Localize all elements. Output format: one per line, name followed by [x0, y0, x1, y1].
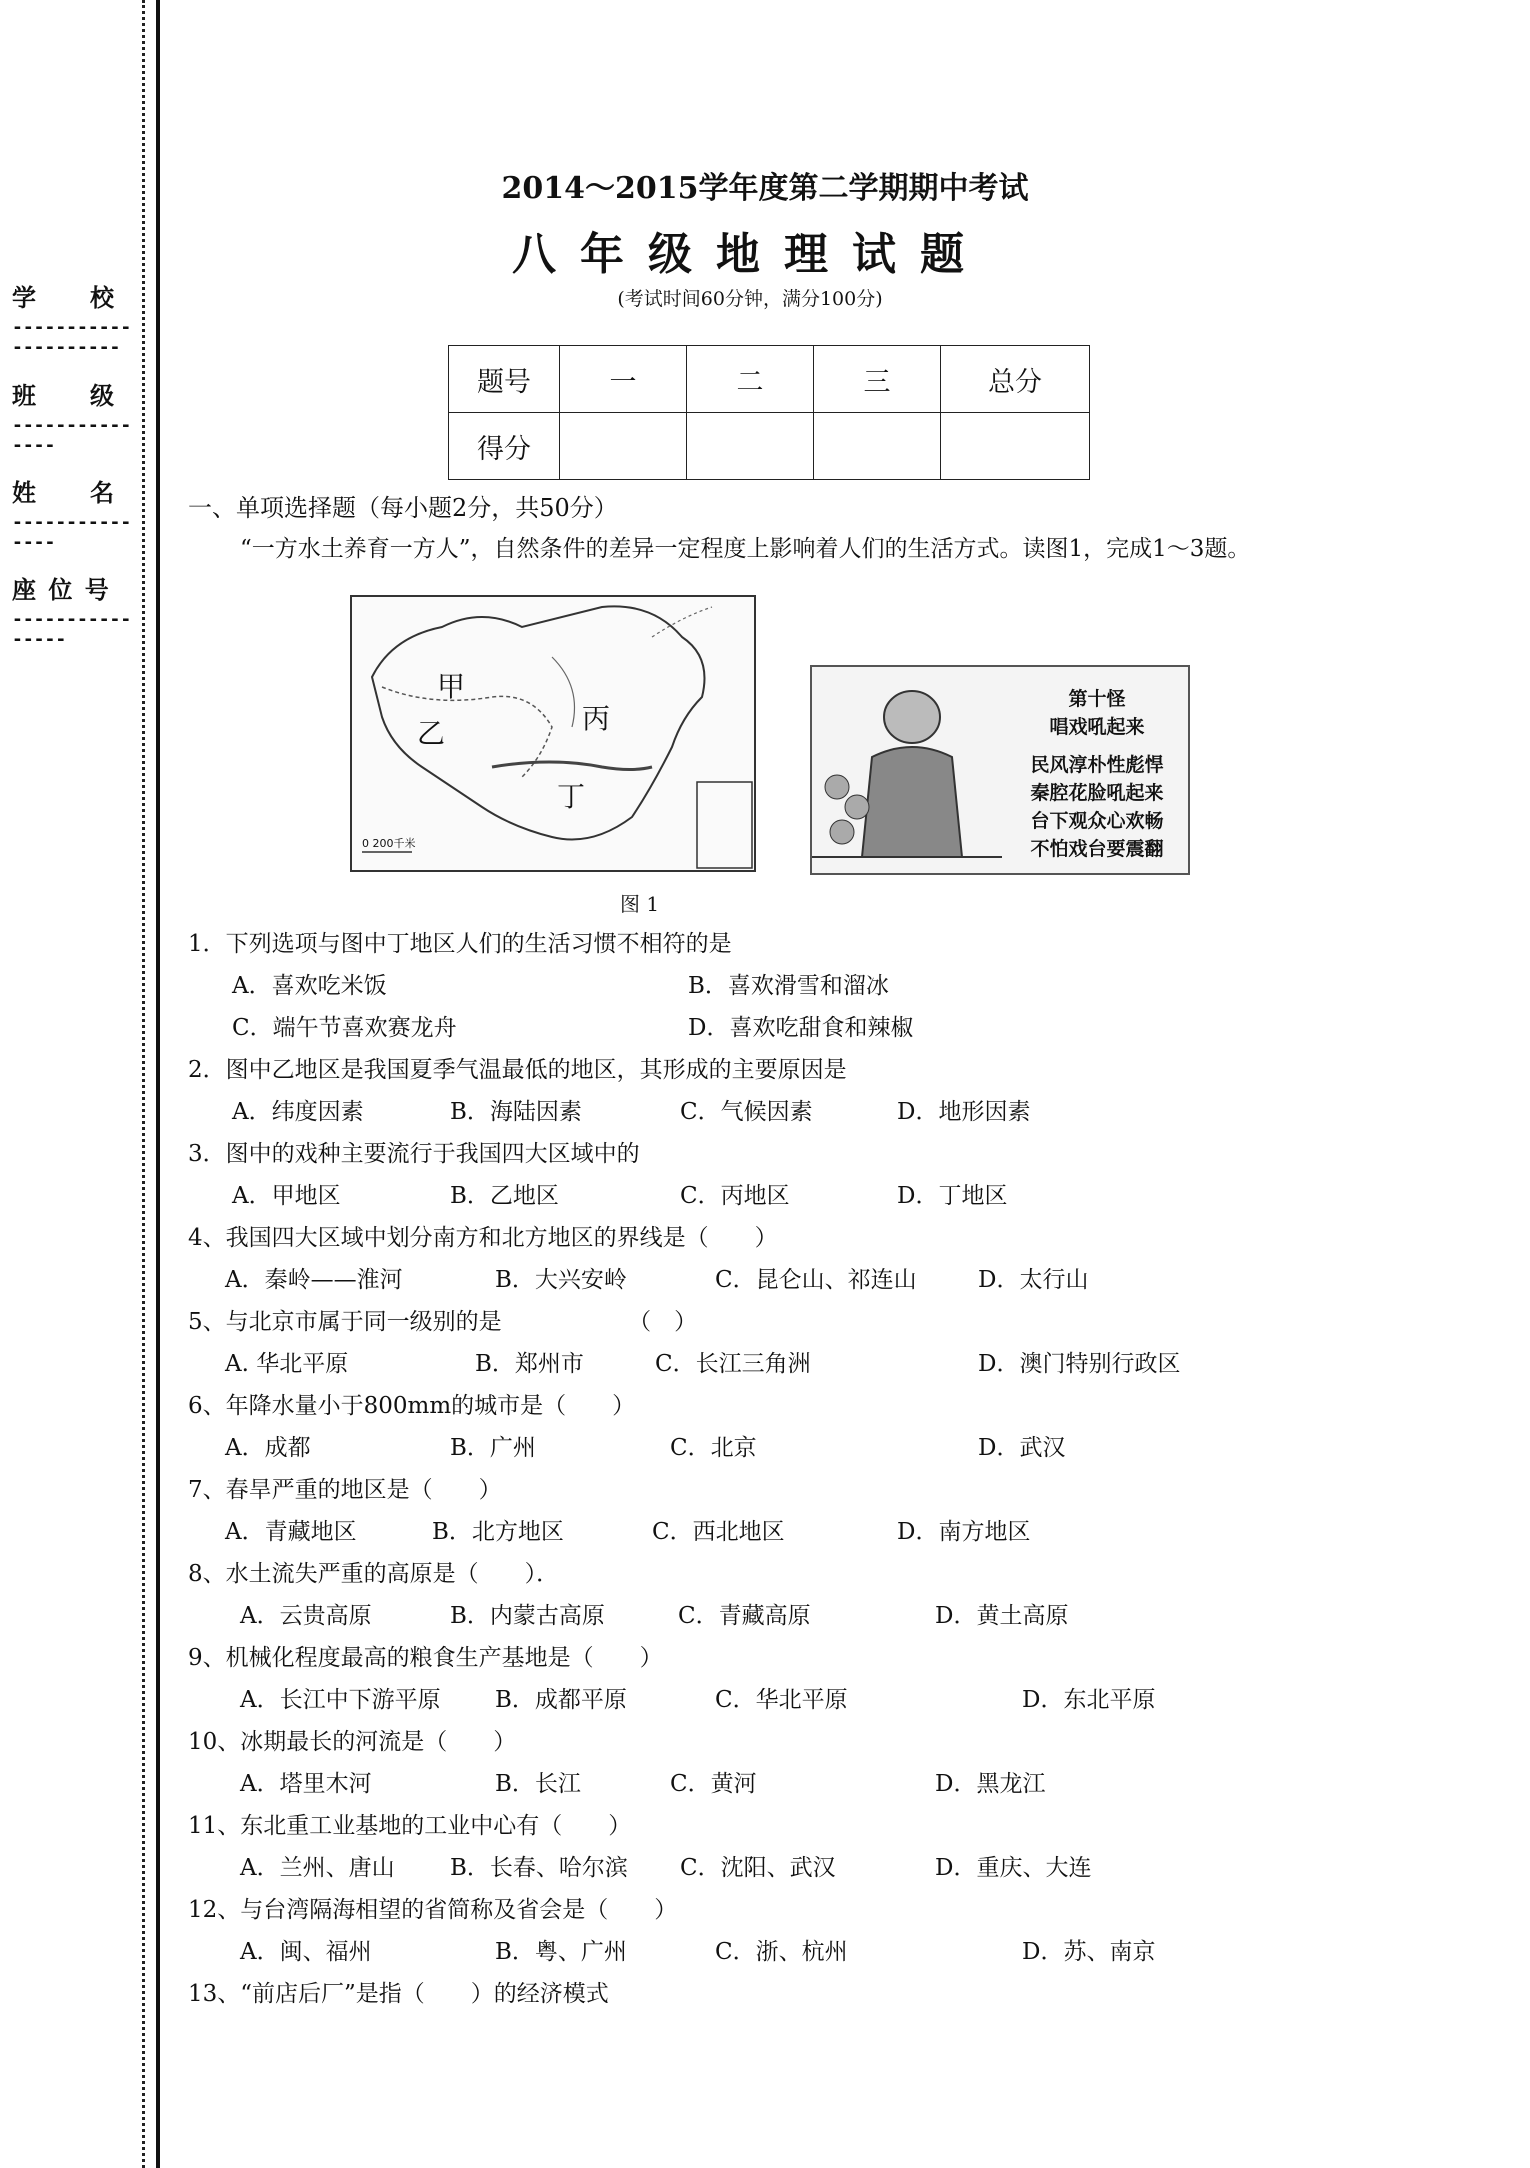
- option: C．端午节喜欢赛龙舟: [232, 1015, 457, 1041]
- option: D．太行山: [978, 1267, 1089, 1293]
- option: D．武汉: [978, 1435, 1066, 1461]
- option: D．丁地区: [897, 1183, 1008, 1209]
- score-cell: 得分: [449, 413, 560, 480]
- score-cell: [560, 413, 687, 480]
- option: A．塔里木河: [240, 1771, 372, 1797]
- map-label-yi: 乙: [417, 717, 446, 750]
- cartoon-subtitle: 唱戏吼起来: [1049, 716, 1145, 738]
- name-blank: ----------- ----: [12, 512, 132, 553]
- question-stem: 4、我国四大区域中划分南方和北方地区的界线是（ ）: [188, 1225, 778, 1251]
- option: D．南方地区: [897, 1519, 1031, 1545]
- score-cell: [941, 413, 1090, 480]
- option: C．青藏高原: [678, 1603, 811, 1629]
- option: C．西北地区: [652, 1519, 785, 1545]
- option: B．长春、哈尔滨: [450, 1855, 628, 1881]
- score-cell: [814, 413, 941, 480]
- score-table-score-row: [449, 413, 1090, 480]
- question-stem: 6、年降水量小于800mm的城市是（ ）: [188, 1393, 636, 1419]
- seat-blank: ----------- -----: [12, 609, 132, 650]
- seat-label: 座 位 号: [12, 576, 111, 604]
- question-stem: 9、机械化程度最高的粮食生产基地是（ ）: [188, 1645, 663, 1671]
- option: B．大兴安岭: [495, 1267, 627, 1293]
- option: B．长江: [495, 1771, 581, 1797]
- score-cell: 三: [814, 346, 941, 413]
- option: A．喜欢吃米饭: [232, 973, 387, 999]
- map-label-bing: 丙: [582, 702, 611, 735]
- option: C．长江三角洲: [655, 1351, 811, 1377]
- option: B．广州: [450, 1435, 536, 1461]
- score-cell: 总分: [941, 346, 1090, 413]
- option: C．气候因素: [680, 1099, 813, 1125]
- score-cell: 题号: [449, 346, 560, 413]
- option: C．浙、杭州: [715, 1939, 848, 1965]
- option: D．喜欢吃甜食和辣椒: [688, 1015, 914, 1041]
- cartoon-verse-line: 秦腔花脸吼起来: [1030, 782, 1164, 804]
- option: B．北方地区: [432, 1519, 564, 1545]
- exam-subtitle: 八年级地理试题: [512, 229, 988, 280]
- score-cell: [687, 413, 814, 480]
- map-label-ding: 丁: [557, 780, 586, 813]
- option: B．内蒙古高原: [450, 1603, 605, 1629]
- section-heading: 一、单项选择题（每小题2分，共50分）: [188, 494, 618, 522]
- score-table-header-row: [449, 346, 1090, 413]
- option: D．重庆、大连: [935, 1855, 1092, 1881]
- option: D．东北平原: [1022, 1687, 1156, 1713]
- question-stem: 12、与台湾隔海相望的省简称及省会是（ ）: [188, 1897, 678, 1923]
- exam-title: 2014～2015学年度第二学期期中考试: [501, 171, 1029, 206]
- option: C．丙地区: [680, 1183, 790, 1209]
- school-label: 学 校: [12, 284, 116, 312]
- option: C．华北平原: [715, 1687, 848, 1713]
- option: A．青藏地区: [225, 1519, 357, 1545]
- option: B．成都平原: [495, 1687, 627, 1713]
- option: C．沈阳、武汉: [680, 1855, 836, 1881]
- class-label: 班 级: [12, 382, 116, 410]
- option: A．闽、福州: [240, 1939, 372, 1965]
- margin-rule: [156, 0, 160, 2168]
- section-intro: “一方水土养育一方人”，自然条件的差异一定程度上影响着人们的生活方式。读图1，完成1～3题。: [240, 536, 1251, 562]
- option: C．昆仑山、祁连山: [715, 1267, 917, 1293]
- school-blank: ----------- ----------: [12, 317, 132, 358]
- opera-performer-illustration: [812, 667, 1002, 873]
- option: B．喜欢滑雪和溜冰: [688, 973, 889, 999]
- question-stem: 3．图中的戏种主要流行于我国四大区域中的: [188, 1141, 640, 1167]
- score-table: [448, 345, 1090, 480]
- dotted-cut-line: [142, 0, 145, 2168]
- option: D．黑龙江: [935, 1771, 1046, 1797]
- option: B．海陆因素: [450, 1099, 582, 1125]
- opera-cartoon-figure: [810, 665, 1190, 875]
- score-cell: 一: [560, 346, 687, 413]
- china-map-figure: [350, 595, 756, 872]
- map-label-jia: 甲: [437, 670, 466, 703]
- option: A．秦岭——淮河: [225, 1267, 403, 1293]
- question-stem: 10、冰期最长的河流是（ ）: [188, 1729, 517, 1755]
- option: C．黄河: [670, 1771, 757, 1797]
- question-stem: 5、与北京市属于同一级别的是 （ ）: [188, 1309, 698, 1335]
- exam-note: (考试时间60分钟，满分100分): [617, 288, 883, 310]
- binding-margin: [0, 0, 150, 2168]
- china-map-svg: [352, 597, 754, 870]
- option: B．乙地区: [450, 1183, 559, 1209]
- option: A．兰州、唐山: [240, 1855, 395, 1881]
- option: C．北京: [670, 1435, 757, 1461]
- option: D．澳门特别行政区: [978, 1351, 1181, 1377]
- question-stem: 11、东北重工业基地的工业中心有（ ）: [188, 1813, 632, 1839]
- map-scale: 0 200千米: [362, 837, 416, 850]
- option: A．云贵高原: [240, 1603, 372, 1629]
- cartoon-verse-line: 不怕戏台要震翻: [1030, 838, 1164, 860]
- option: A．纬度因素: [232, 1099, 364, 1125]
- question-stem: 2．图中乙地区是我国夏季气温最低的地区，其形成的主要原因是: [188, 1057, 847, 1083]
- cartoon-title: 第十怪: [1068, 688, 1126, 710]
- option: B．粤、广州: [495, 1939, 627, 1965]
- cartoon-verse-line: 民风淳朴性彪悍: [1030, 754, 1164, 776]
- option: A．甲地区: [232, 1183, 341, 1209]
- question-stem: 8、水土流失严重的高原是（ ）．: [188, 1561, 560, 1587]
- score-cell: 二: [687, 346, 814, 413]
- option: D．苏、南京: [1022, 1939, 1156, 1965]
- name-label: 姓 名: [12, 479, 116, 507]
- question-stem: 7、春旱严重的地区是（ ）: [188, 1477, 502, 1503]
- option: B．郑州市: [475, 1351, 584, 1377]
- class-blank: ----------- ----: [12, 415, 132, 456]
- option: A. 华北平原: [225, 1351, 349, 1377]
- figure-caption: 图 1: [620, 892, 660, 916]
- option: A．长江中下游平原: [240, 1687, 441, 1713]
- question-stem: 1．下列选项与图中丁地区人们的生活习惯不相符的是: [188, 931, 732, 957]
- option: D．地形因素: [897, 1099, 1031, 1125]
- option: D．黄土高原: [935, 1603, 1069, 1629]
- question-stem: 13、“前店后厂”是指（ ）的经济模式: [188, 1981, 609, 2007]
- option: A．成都: [225, 1435, 311, 1461]
- cartoon-verse-line: 台下观众心欢畅: [1030, 810, 1164, 832]
